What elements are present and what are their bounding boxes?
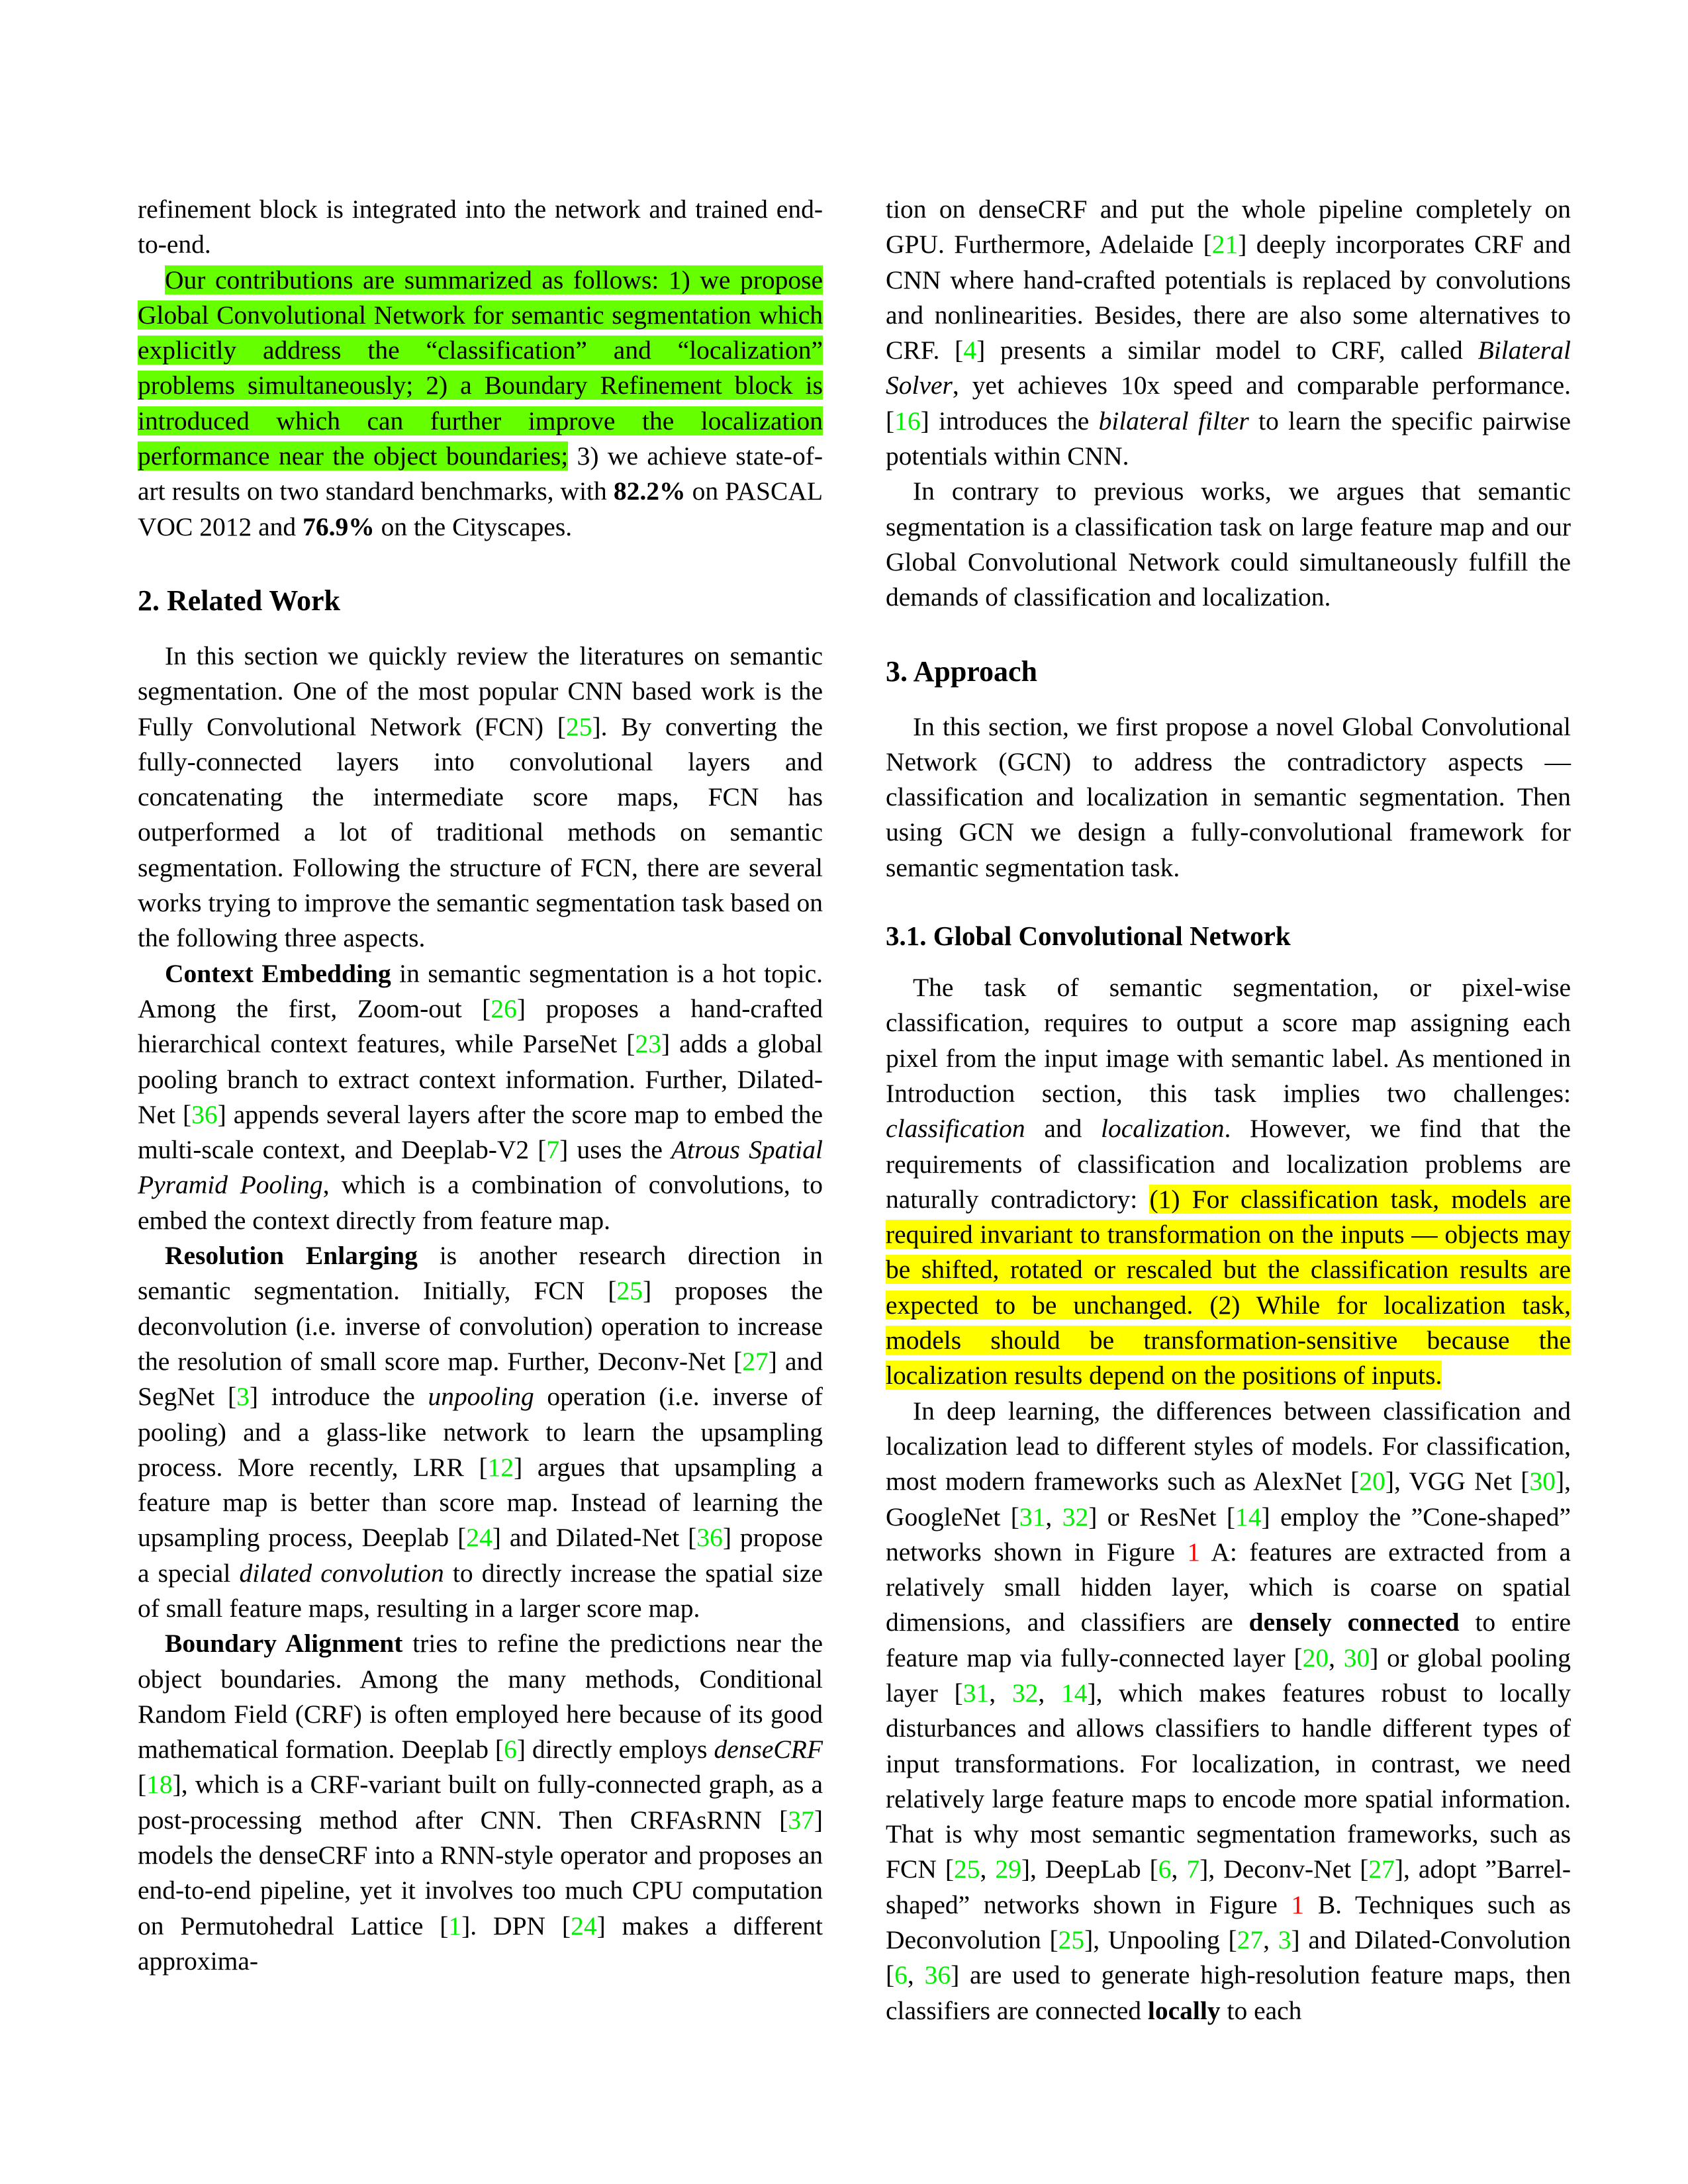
text-run: refinement block is integrated into the network and trained end-to-end. [138, 195, 823, 259]
text-run: ], DeepLab [ [1021, 1854, 1158, 1884]
section-heading-approach: 3. Approach [886, 655, 1038, 688]
text-run: In deep learning, the differences between classification and localization lead to different styles of models. For classification, most modern frameworks such as AlexNet [ [886, 1396, 1571, 1496]
text-run: ] and SegNet [ [138, 1346, 823, 1412]
text-run: ], GoogleNet [ [886, 1467, 1571, 1531]
citation-link[interactable]: 24 [466, 1523, 492, 1553]
citation-link[interactable]: 14 [1235, 1502, 1262, 1531]
topic-lead-context-embedding: Context Embedding [165, 958, 391, 988]
citation-link[interactable]: 3 [1278, 1925, 1291, 1955]
text-run: ] uses the [559, 1135, 672, 1165]
citation-link[interactable]: 29 [995, 1854, 1021, 1884]
citation-link[interactable]: 25 [565, 711, 592, 741]
text-run: ], Unpooling [ [1084, 1925, 1237, 1955]
text-run: The task of semantic segmentation, or pixel-wise classification, requires to output a score map assigning each pixel from the input image with semantic label. As mentioned in Introduction section, this task implies two challenges: [886, 973, 1571, 1108]
text-run: ]. DPN [ [461, 1911, 571, 1940]
text-run: is another research direction in semantic segmentation. Initially, FCN [ [138, 1241, 823, 1306]
metric-pascal-voc: 82.2% [613, 477, 686, 506]
topic-lead-boundary-alignment: Boundary Alignment [165, 1629, 403, 1659]
term-bilateral-solver: Bilateral Solver [886, 336, 1571, 400]
text-run: ] presents a similar model to CRF, called [976, 336, 1478, 365]
text-run: ], VGG Net [ [1385, 1467, 1530, 1496]
text-run: ] deeply incorporates CRF and CNN where hand-crafted potentials is replaced by convolutions and nonlinearities. Besides, there are also some alternatives to CRF. [ [886, 230, 1571, 365]
term-bilateral-filter: bilateral filter [1098, 406, 1249, 435]
paragraph-gcn-task [886, 970, 1571, 1394]
term-unpooling: unpooling [428, 1382, 534, 1412]
text-run: [ [138, 1770, 147, 1799]
citation-link[interactable]: 7 [546, 1135, 560, 1165]
paragraph-contributions [138, 263, 823, 545]
citation-link[interactable]: 21 [1211, 230, 1239, 259]
text-run: on the Cityscapes. [374, 512, 573, 541]
text-run: to learn the specific pairwise potentials within CNN. [886, 406, 1571, 471]
text-run: ] appends several layers after the score map to embed the multi-scale context, and Deeplab-V2 [ [138, 1099, 823, 1165]
citation-link[interactable]: 20 [1359, 1467, 1385, 1496]
text-run: ] are used to generate high-resolution feature maps, then classifiers are connected [886, 1960, 1571, 2025]
citation-link[interactable]: 31 [962, 1678, 990, 1707]
term-localization: localization [1101, 1114, 1225, 1144]
citation-link[interactable]: 25 [1058, 1925, 1085, 1955]
citation-link[interactable]: 36 [696, 1523, 723, 1553]
paragraph-boundary-alignment [138, 1626, 823, 1979]
text-run: In this section, we first propose a novel Global Convolutional Network (GCN) to address the contradictory aspects — classification and localization in semantic segmentation. Then using GCN we design a fully-convolutional framework for semantic segmentation task. [886, 711, 1571, 882]
text-run: and [1025, 1114, 1102, 1144]
paragraph-deep-learning-differences: In deep learning, the differences between classification and localization lead to different styles of models. For classification, most modern frameworks such as AlexNet [20], VGG Net [30], GoogleNet [31, 32] or ResNet [14] employ the ”Cone-shaped” networks shown in Figure 1 A: features are extracted from a relatively small hidden layer, which is coarse on spatial dimensions, and classifiers are densely connected to entire feature map via fully-connected layer [20, 30] or global pooling layer [31, 32, 14], which makes features robust to locally disturbances and allows classifiers to handle different types of input transformations. For localization, in contrast, we need relatively large feature maps to encode more spatial information. That is why most semantic segmentation frameworks, such as FCN [25, 29], DeepLab [6, 7], Deconv-Net [27], adopt ”Barrel-shaped” networks shown in Figure 1 B. Techniques such as Deconvolution [25], Unpooling [27, 3] and Dilated-Convolution [6, 36] are used to generate high-resolution feature maps, then classifiers are connected locally to each [886, 1396, 1571, 2025]
text-run: , yet achieves 10x speed and comparable performance. [ [886, 371, 1571, 435]
text-run: ] and Dilated-Convolution [ [886, 1925, 1571, 1990]
emphasis-densely-connected: densely connected [1248, 1608, 1460, 1637]
term-classification: classification [886, 1114, 1025, 1144]
citation-link[interactable]: 32 [1011, 1678, 1039, 1707]
text-run: ] models the denseCRF into a RNN-style operator and proposes an end-to-end pipeline, yet it involves too much CPU computation on Permutohedral Lattice [ [138, 1805, 823, 1940]
emphasis-locally: locally [1147, 1995, 1221, 2025]
section-heading-related-work: 2. Related Work [138, 584, 340, 617]
text-run: in semantic segmentation is a hot topic. Among the first, Zoom-out [ [138, 958, 823, 1023]
text-run: tion on denseCRF and put the whole pipeline completely on GPU. Furthermore, Adelaide [ [886, 195, 1571, 259]
text-run: ], Deconv-Net [ [1199, 1854, 1369, 1884]
paragraph-context-embedding [138, 956, 823, 1238]
text-run: ], adopt ”Barrel-shaped” networks shown in Figure [886, 1854, 1571, 1919]
text-run: ] directly employs [516, 1735, 714, 1764]
text-run: In this section we quickly review the literatures on semantic segmentation. One of the most popular CNN based work is the Fully Convolutional Network (FCN) [ [138, 641, 823, 741]
citation-link[interactable]: 32 [1062, 1502, 1089, 1531]
text-run: A: features are extracted from a relatively small hidden layer, which is coarse on spatial dimensions, and classifiers are [886, 1537, 1571, 1637]
text-run: on PASCAL VOC 2012 and [138, 477, 823, 541]
citation-link[interactable]: 27 [1237, 1925, 1264, 1955]
text-run: ], which makes features robust to locally disturbances and allows classifiers to handle different types of input transformations. For localization, in contrast, we need relatively large feature maps to encode more spatial information. That is why most semantic segmentation frameworks, such as FCN [ [886, 1678, 1571, 1884]
text-run: 3) we achieve state-of-art results on two standard benchmarks, with [138, 441, 823, 506]
citation-link[interactable]: 30 [1529, 1467, 1556, 1496]
citation-link[interactable]: 27 [1368, 1854, 1395, 1884]
citation-link[interactable]: 27 [742, 1346, 769, 1376]
citation-link[interactable]: 14 [1060, 1678, 1088, 1707]
citation-link[interactable]: 12 [487, 1452, 514, 1482]
text-run: ] proposes the deconvolution (i.e. inverse of convolution) operation to increase the resolution of small score map. Further, Deconv-Net [ [138, 1276, 823, 1376]
citation-link[interactable]: 25 [616, 1276, 643, 1306]
citation-link[interactable]: 37 [788, 1805, 814, 1835]
text-run: ] makes a different approxima- [138, 1911, 823, 1976]
topic-lead-resolution-enlarging: Resolution Enlarging [165, 1241, 418, 1271]
citation-link[interactable]: 36 [924, 1960, 951, 1990]
text-run: ] argues that upsampling a feature map is better than score map. Instead of learning the upsampling process, Deeplab [ [138, 1452, 823, 1553]
paragraph-resolution-enlarging [138, 1238, 823, 1626]
text-run: tries to refine the predictions near the object boundaries. Among the many methods, Conditional Random Field (CRF) is often employed here because of its good mathematical formation. Deeplab [ [138, 1629, 823, 1764]
yellow-highlighted-contradiction: (1) For classification task, models are required invariant to transformation on the inputs — objects may be shifted, rotated or rescaled but the classification results are expected to be unchanged. (2) While for localization task, models should be transformation-sensitive because the localization results depend on the positions of inputs. [886, 1184, 1571, 1390]
text-run: ]. By converting the fully-connected layers into convolutional layers and concatenating the intermediate score maps, FCN has outperformed a lot of traditional methods on semantic segmentation. Following the structure of FCN, there are several works trying to improve the semantic segmentation task based on the following three aspects. [138, 711, 823, 953]
text-run: ] or global pooling layer [ [886, 1643, 1571, 1707]
left-column [138, 192, 823, 2028]
text-run: ], which is a CRF-variant built on fully-connected graph, as a post-processing method after CNN. Then CRFAsRNN [ [138, 1770, 823, 1835]
paragraph-related-work-intro [138, 639, 823, 956]
citation-link[interactable]: 4 [963, 336, 977, 365]
citation-link[interactable]: 36 [191, 1099, 218, 1129]
citation-link[interactable]: 25 [954, 1854, 980, 1884]
text-run: ] employ the ”Cone-shaped” networks shown in Figure [886, 1502, 1571, 1567]
citation-link[interactable]: 3 [236, 1382, 250, 1412]
term-atrous-spatial-pyramid-pooling: Atrous Spatial Pyramid Pooling [138, 1135, 823, 1200]
citation-link[interactable]: 23 [635, 1029, 661, 1059]
term-dilated-convolution: dilated convolution [239, 1558, 444, 1588]
text-run: , which is a combination of convolutions, to embed the context directly from feature map. [138, 1170, 823, 1235]
text-run: to each [1220, 1995, 1302, 2025]
figure-reference-link[interactable]: 1 [1187, 1537, 1201, 1567]
citation-link[interactable]: 6 [894, 1960, 908, 1990]
text-run: In contrary to previous works, we argues that semantic segmentation is a classification task on large feature map and our Global Convolutional Network could simultaneously fulfill the demands of classification and localization. [886, 477, 1571, 612]
text-run: ] introduces the [920, 406, 1099, 435]
paragraph-approach-intro [886, 709, 1571, 886]
text-run: to directly increase the spatial size of small feature maps, resulting in a larger score map. [138, 1558, 823, 1623]
text-run: ] and Dilated-Net [ [492, 1523, 697, 1553]
citation-link[interactable]: 20 [1302, 1643, 1329, 1672]
text-run: ] proposes a hand-crafted hierarchical context features, while ParseNet [ [138, 993, 823, 1059]
citation-link[interactable]: 30 [1343, 1643, 1370, 1672]
text-run: ] introduce the [249, 1382, 428, 1412]
citation-link[interactable]: 31 [1019, 1502, 1046, 1531]
subsection-heading-global-convolutional-network: 3.1. Global Convolutional Network [886, 921, 1291, 952]
right-column [886, 192, 1571, 2028]
citation-link[interactable]: 6 [504, 1735, 517, 1764]
citation-link[interactable]: 6 [1158, 1854, 1172, 1884]
citation-link[interactable]: 16 [894, 406, 921, 435]
text-run: ] propose a special [138, 1523, 823, 1588]
figure-reference-link[interactable]: 1 [1291, 1889, 1305, 1919]
paragraph-contrary-to-previous-works [886, 474, 1571, 615]
citation-link[interactable]: 26 [491, 993, 517, 1023]
metric-cityscapes: 76.9% [303, 512, 375, 541]
green-highlighted-contributions: Our contributions are summarized as follows: 1) we propose Global Convolutional Network for semantic segmentation which explicitly address the “classification” and “localization” problems simultaneously; 2) a Boundary Refinement block is introduced which can further improve the localization performance near the object boundaries; [138, 265, 823, 471]
citation-link[interactable]: 18 [146, 1770, 173, 1799]
text-run: . However, we find that the requirements of classification and localization problems are naturally contradictory: [886, 1114, 1571, 1214]
text-run: ] or ResNet [ [1088, 1502, 1236, 1531]
term-densecrf: denseCRF [714, 1735, 823, 1764]
paragraph-densecrf-continuation [886, 192, 1571, 474]
citation-link[interactable]: 1 [448, 1911, 462, 1940]
text-run: ] adds a global pooling branch to extract context information. Further, Dilated-Net [ [138, 1029, 823, 1129]
text-run: to entire feature map via fully-connected layer [ [886, 1608, 1571, 1672]
paragraph-refinement-continuation [138, 192, 823, 263]
citation-link[interactable]: 7 [1186, 1854, 1200, 1884]
text-run: operation (i.e. inverse of pooling) and a glass-like network to learn the upsampling process. More recently, LRR [ [138, 1382, 823, 1482]
citation-link[interactable]: 24 [571, 1911, 597, 1940]
text-run: B. Techniques such as Deconvolution [ [886, 1889, 1571, 1955]
two-column-body [138, 192, 1570, 2028]
